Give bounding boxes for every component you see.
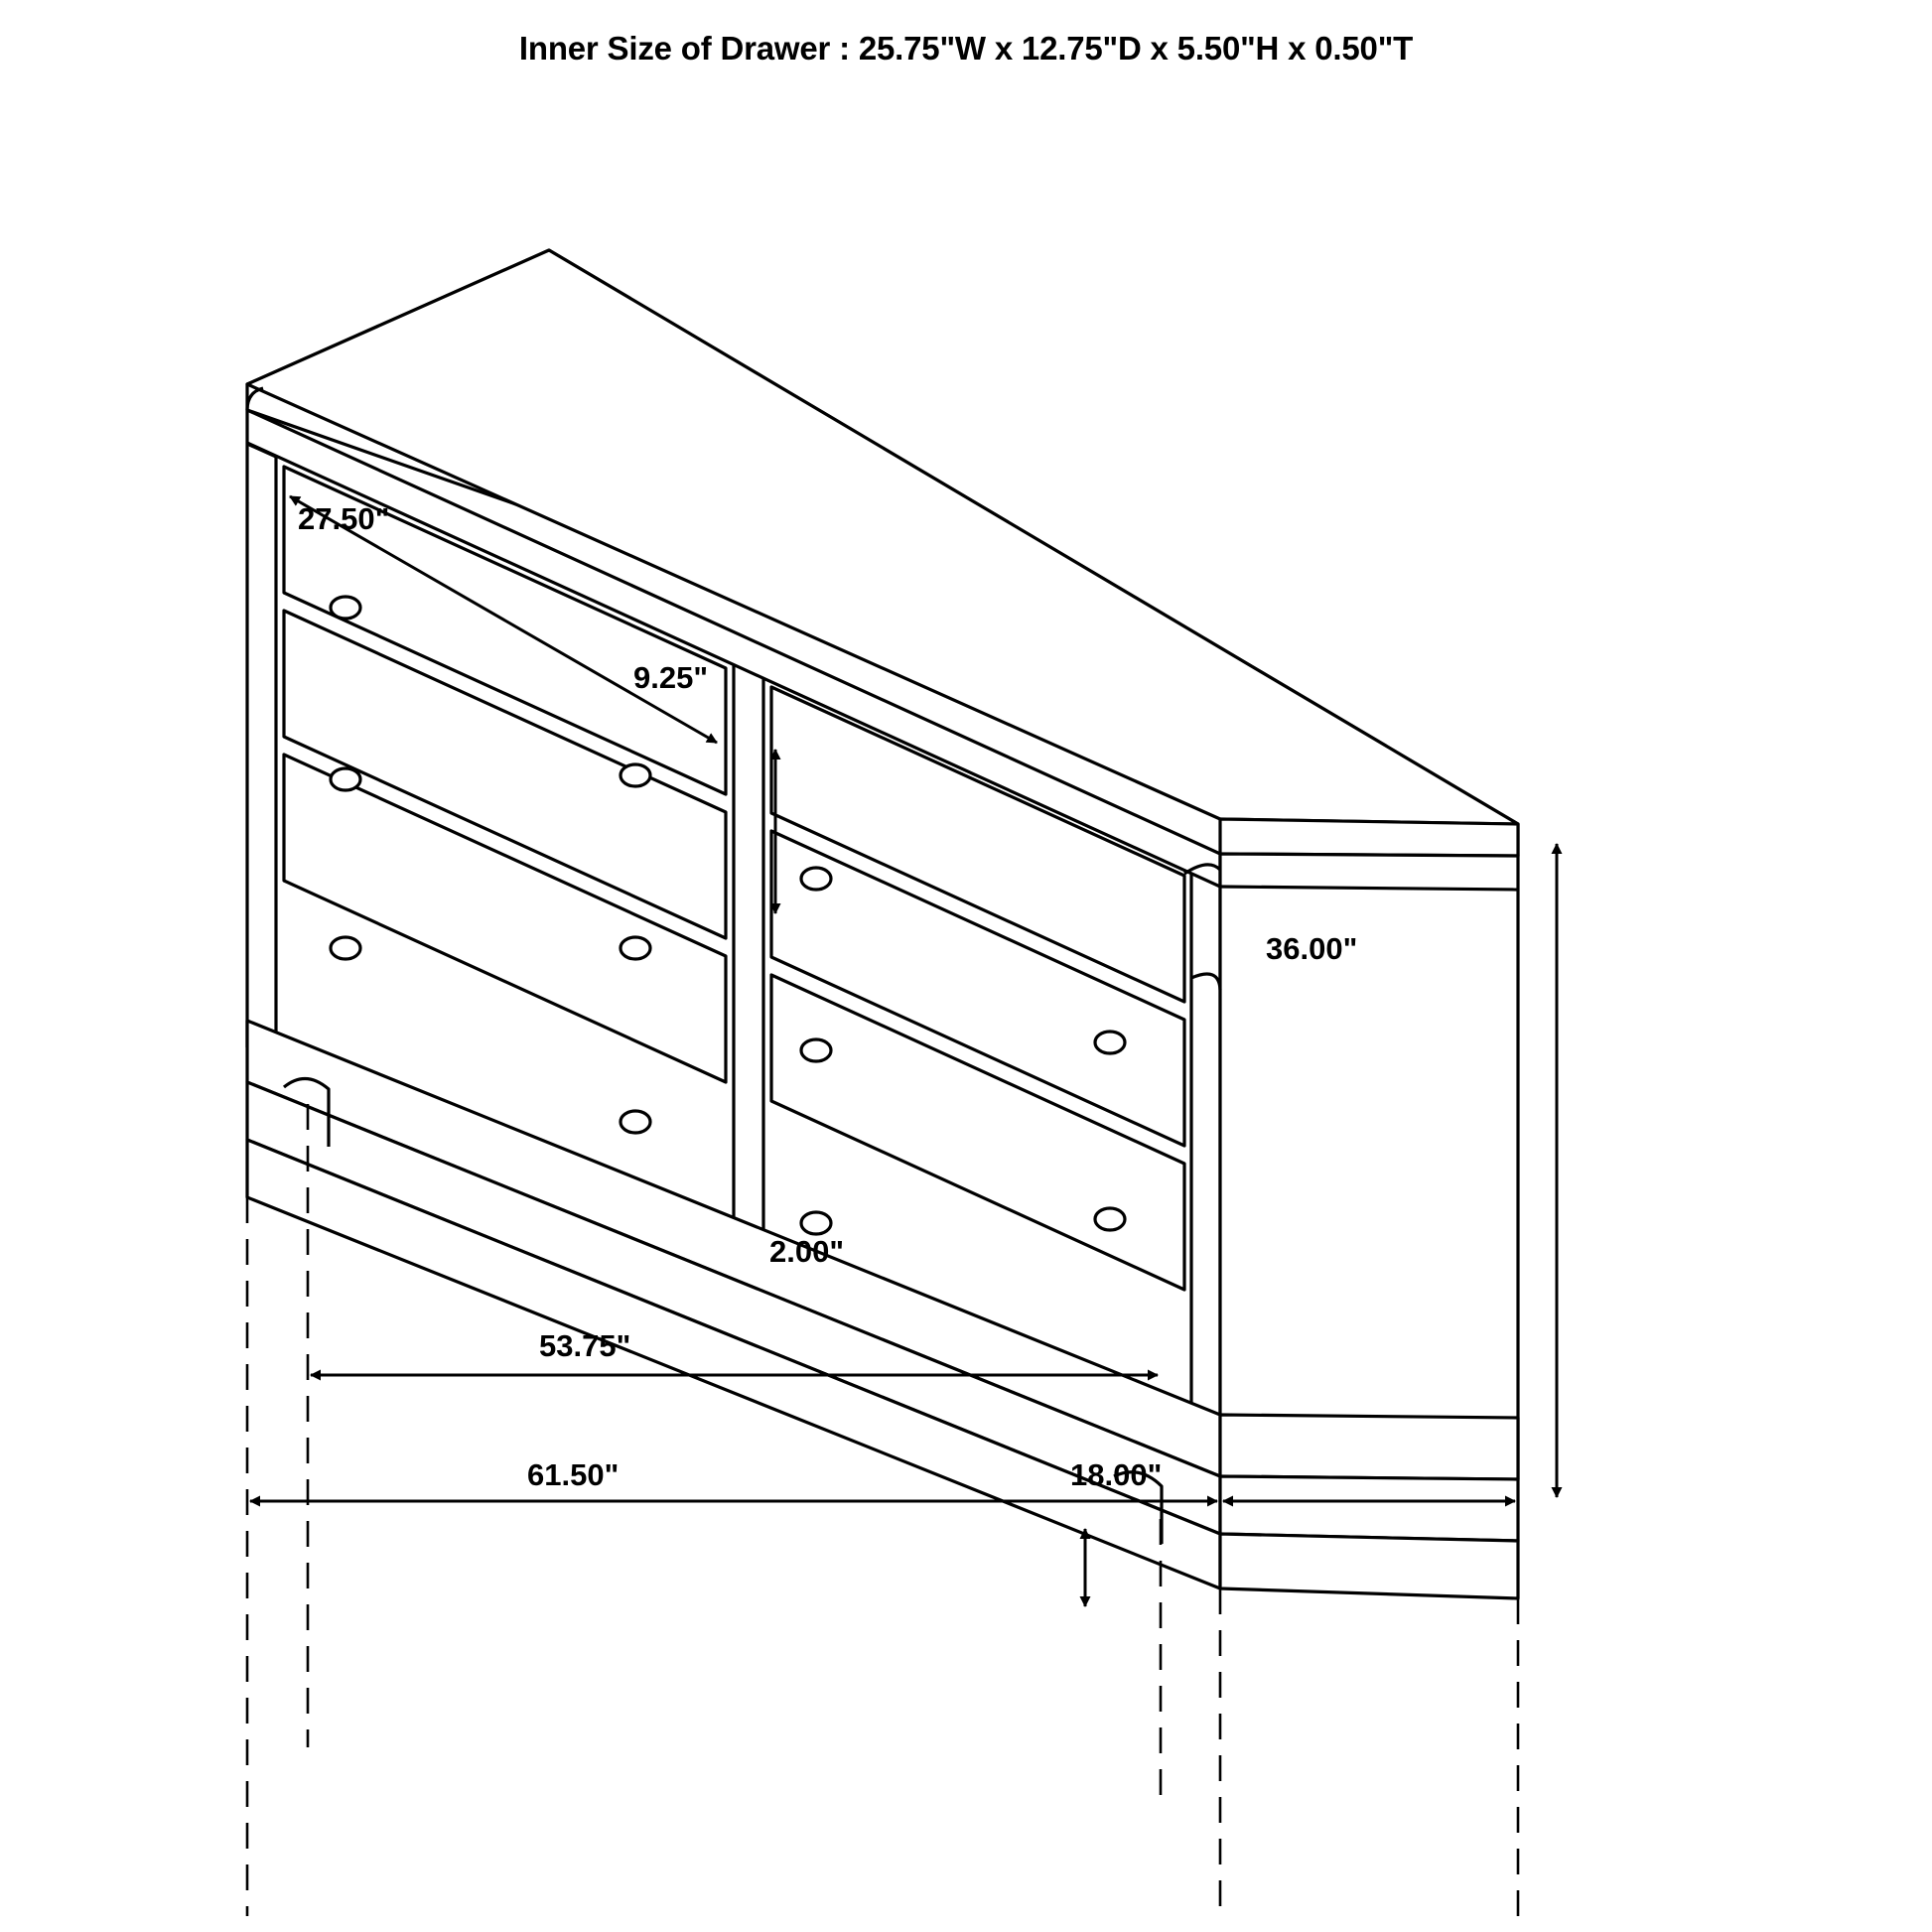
drawer-knob: [801, 868, 831, 890]
base-foot-side: [1220, 1534, 1518, 1598]
dim-label-drawer-height: 9.25": [633, 660, 709, 695]
drawer-knob: [621, 764, 650, 786]
drawer-knob: [331, 937, 360, 959]
base-skirt-side: [1220, 1476, 1518, 1541]
dim-label-drawer-width: 27.50": [298, 501, 390, 536]
drawer-knob: [1095, 1032, 1125, 1053]
drawer-knob: [331, 768, 360, 790]
drawer-knob: [331, 597, 360, 619]
drawer-knob: [621, 937, 650, 959]
page-title: Inner Size of Drawer : 25.75"W x 12.75"D x 5.50"H x 0.50"T: [518, 30, 1414, 67]
dim-label-overall-width: 61.50": [527, 1457, 620, 1492]
drawer-knob: [621, 1111, 650, 1133]
drawer-knob: [801, 1212, 831, 1234]
dim-label-base-clearance: 2.00": [769, 1234, 845, 1269]
dresser-body: [247, 250, 1518, 1598]
dim-label-overall-height: 36.00": [1266, 931, 1358, 966]
dim-label-front-panel-width: 53.75": [539, 1328, 631, 1363]
right-side-face: [1220, 854, 1518, 1479]
top-slab-right-edge: [1220, 819, 1518, 856]
base-rail-side: [1220, 1415, 1518, 1479]
drawer-knob: [1095, 1208, 1125, 1230]
drawer-knob: [801, 1039, 831, 1061]
dim-label-overall-depth: 18.00": [1070, 1457, 1163, 1492]
